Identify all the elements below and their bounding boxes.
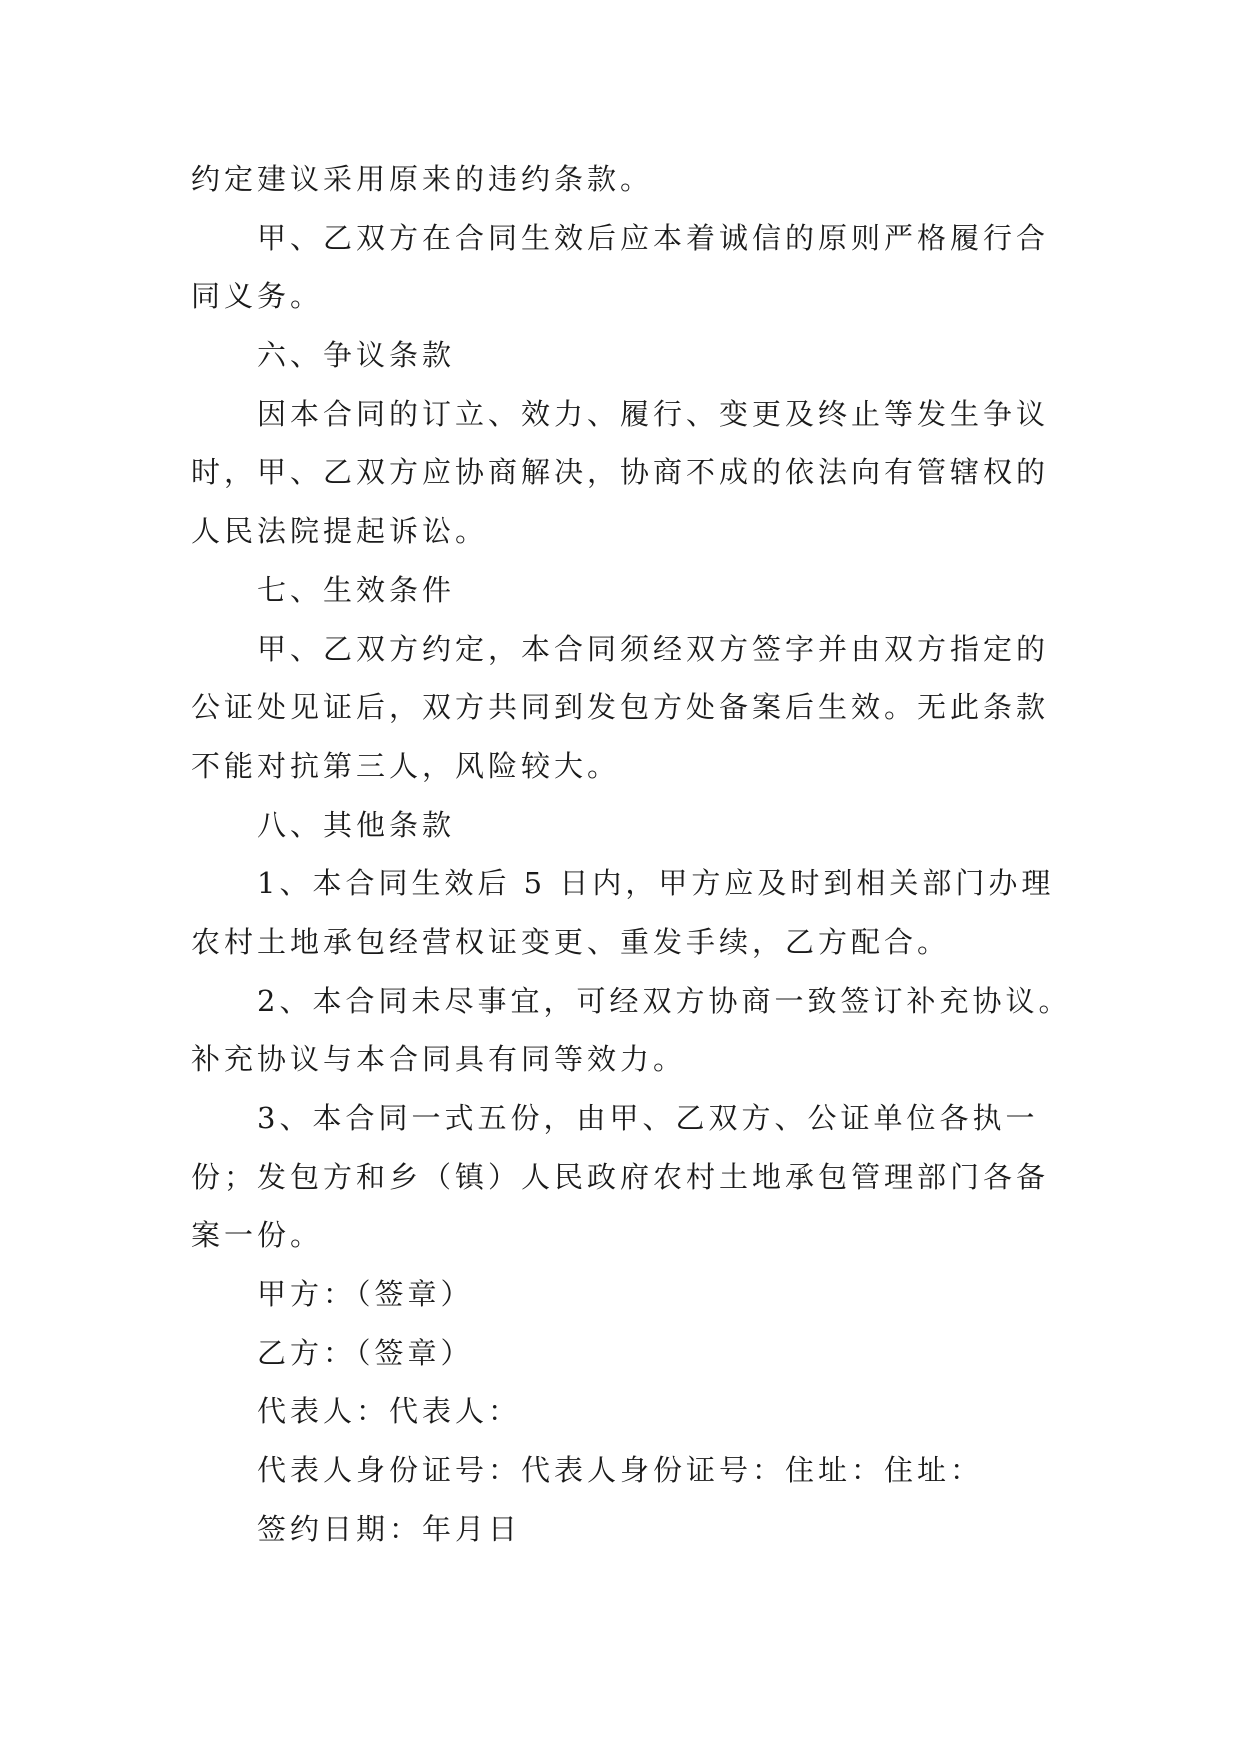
text-line: 甲、乙双方在合同生效后应本着诚信的原则严格履行合 xyxy=(257,220,1050,255)
id-address-line: 代表人身份证号：代表人身份证号：住址：住址： xyxy=(257,1453,984,1488)
text-line: 甲、乙双方约定，本合同须经双方签字并由双方指定的 xyxy=(257,631,1050,666)
text-line: 1、本合同生效后 5 日内，甲方应及时到相关部门办理 xyxy=(257,866,1055,901)
signature-party-b: 乙方：（签章） xyxy=(257,1335,474,1370)
text-line: 案一份。 xyxy=(191,1218,324,1253)
text-line: 公证处见证后，双方共同到发包方处备案后生效。无此条款 xyxy=(191,690,1050,725)
document-body xyxy=(191,150,1071,1559)
section-heading: 八、其他条款 xyxy=(257,807,456,842)
text-line: 补充协议与本合同具有同等效力。 xyxy=(191,1042,687,1077)
text-line: 同义务。 xyxy=(191,279,324,314)
signing-date-line: 签约日期：年月日 xyxy=(257,1511,522,1546)
text-line: 因本合同的订立、效力、履行、变更及终止等发生争议 xyxy=(257,396,1050,431)
representative-line: 代表人：代表人： xyxy=(257,1394,522,1429)
text-line: 3、本合同一式五份，由甲、乙双方、公证单位各执一 xyxy=(257,1101,1039,1135)
text-line: 不能对抗第三人，风险较大。 xyxy=(191,748,621,783)
section-heading: 七、生效条件 xyxy=(257,572,456,607)
signature-party-a: 甲方：（签章） xyxy=(257,1277,474,1312)
text-line: 约定建议采用原来的违约条款。 xyxy=(191,162,654,196)
text-line: 2、本合同未尽事宜，可经双方协商一致签订补充协议。 xyxy=(257,983,1072,1018)
text-line: 份；发包方和乡（镇）人民政府农村土地承包管理部门各备 xyxy=(191,1159,1050,1194)
section-heading: 六、争议条款 xyxy=(257,338,456,373)
text-line: 人民法院提起诉讼。 xyxy=(191,514,489,549)
text-line: 农村土地承包经营权证变更、重发手续，乙方配合。 xyxy=(191,924,951,959)
text-line: 时，甲、乙双方应协商解决，协商不成的依法向有管辖权的 xyxy=(191,455,1050,490)
